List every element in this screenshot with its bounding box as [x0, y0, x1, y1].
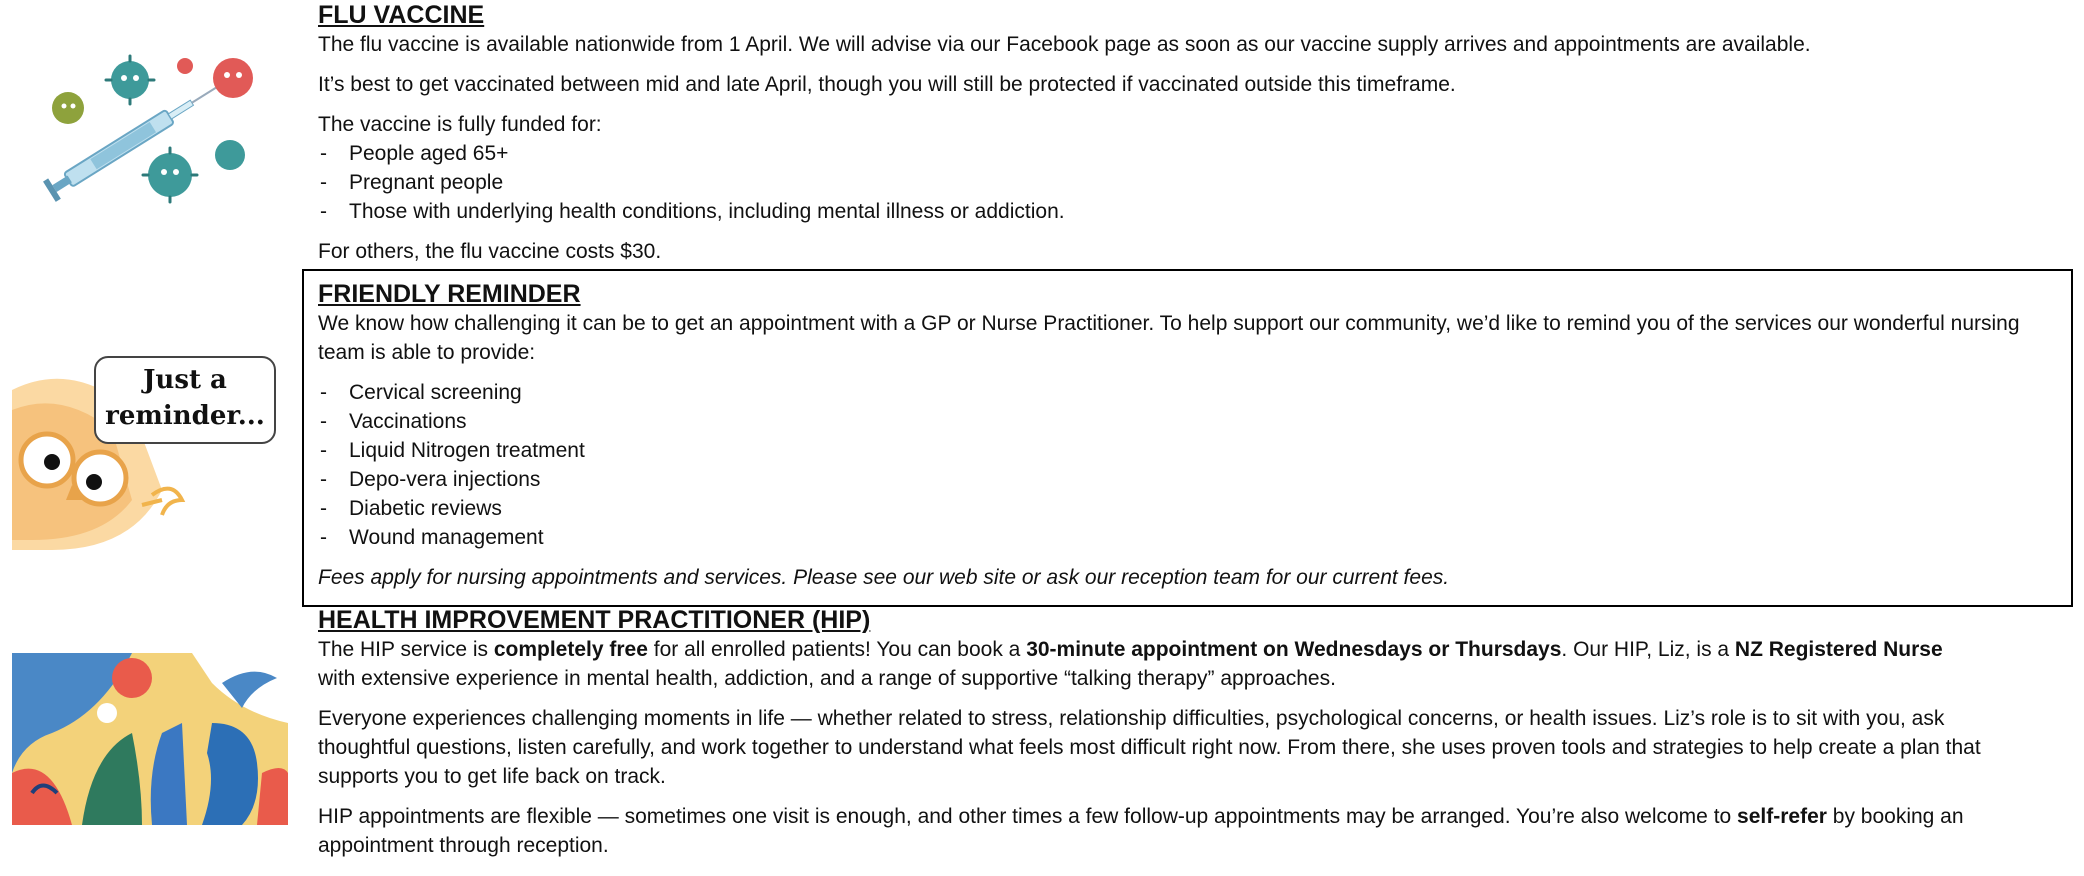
list-item: - Vaccinations	[318, 407, 2048, 436]
fees-note: Fees apply for nursing appointments and services. Please see our web site or ask our reception team for our current fees.	[318, 566, 1450, 589]
nursing-services-list	[318, 378, 2048, 552]
hip-role-text: Everyone experiences challenging moments in life — whether related to stress, relationship difficulties, psychological concerns, or health issues. Liz’s role is to sit with you, ask thoughtful questions, listen carefully, and work together to understand what feels most difficult right now. From there, she uses proven tools and strategies to help create a plan that supports you to get life back on track.	[318, 707, 1981, 788]
hip-flexible-text	[318, 802, 2018, 860]
flu-funded-intro: The vaccine is fully funded for:	[318, 113, 602, 136]
hip-heading: HEALTH IMPROVEMENT PRACTITIONER (HIP)	[318, 606, 871, 634]
owl-reminder-illustration	[12, 350, 284, 550]
list-item: - People aged 65+	[318, 139, 2048, 168]
flu-vaccine-heading: FLU VACCINE	[318, 1, 485, 29]
speech-bubble	[94, 356, 276, 444]
text-run: by booking an appointment through reception.	[318, 805, 1964, 857]
reminder-intro-text: We know how challenging it can be to get an appointment with a GP or Nurse Practitioner. To help support our community, we’d like to remind you of the services our wonderful nursing team is able to provide:	[318, 312, 2020, 364]
flu-timing-text: It’s best to get vaccinated between mid and late April, though you will still be protected if vaccinated outside this timeframe.	[318, 73, 1456, 96]
hip-section	[318, 605, 2048, 860]
list-item: - Those with underlying health conditions, including mental illness or addiction.	[318, 197, 2048, 226]
text-run: for all enrolled patients! You can book a	[647, 638, 1027, 661]
text-run: . Our HIP, Liz, is a	[1561, 638, 1735, 661]
wellbeing-illustration	[12, 653, 288, 825]
list-item: - Cervical screening	[318, 378, 2048, 407]
virus-syringe-illustration	[30, 40, 260, 220]
list-item: - Pregnant people	[318, 168, 2048, 197]
text-run: with extensive experience in mental health, addiction, and a range of supportive “talking therapy” approaches.	[318, 667, 1336, 690]
list-item: - Wound management	[318, 523, 2048, 552]
flu-cost-text: For others, the flu vaccine costs $30.	[318, 240, 662, 263]
text-run-bold: completely free	[493, 638, 648, 661]
bubble-line-1: Just a	[143, 365, 227, 395]
flu-funded-list	[318, 139, 2048, 226]
virus-syringe-graphic	[30, 40, 260, 220]
text-run-bold: self-refer	[1737, 805, 1827, 828]
text-run: HIP appointments are flexible — sometimes one visit is enough, and other times a few follow-up appointments may be arranged. You’re also welcome to	[318, 805, 1738, 828]
text-run-bold: 30-minute appointment on Wednesdays or Thursdays	[1026, 638, 1562, 661]
list-item: - Liquid Nitrogen treatment	[318, 436, 2048, 465]
text-run-bold: NZ Registered Nurse	[1734, 638, 1943, 661]
flu-availability-text: The flu vaccine is available nationwide from 1 April. We will advise via our Facebook page as soon as our vaccine supply arrives and appointments are available.	[318, 33, 1811, 56]
wellbeing-graphic	[12, 653, 288, 825]
list-item: - Diabetic reviews	[318, 494, 2048, 523]
friendly-reminder-heading: FRIENDLY REMINDER	[318, 280, 581, 308]
bubble-line-2: reminder...	[105, 401, 265, 431]
hip-service-text	[318, 635, 1958, 693]
text-run: The HIP service is	[318, 638, 494, 661]
list-item: - Depo-vera injections	[318, 465, 2048, 494]
flu-vaccine-section	[318, 0, 2048, 266]
friendly-reminder-section	[318, 279, 2048, 592]
